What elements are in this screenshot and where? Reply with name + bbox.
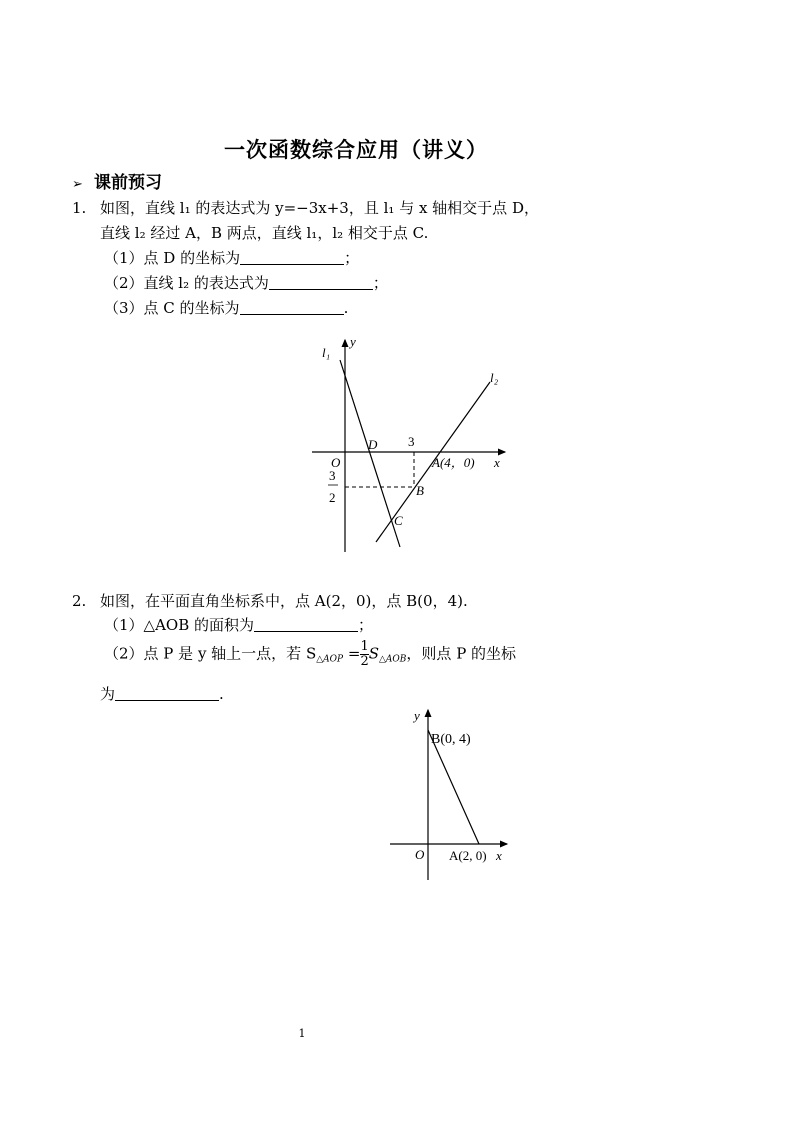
label-O: O <box>331 455 341 470</box>
line-l1 <box>340 360 400 547</box>
answer-blank[interactable] <box>254 617 358 632</box>
label-frac-num: 3 <box>329 468 336 483</box>
q1-sub2 <box>104 272 388 293</box>
label-l2: l₂ <box>490 370 499 385</box>
q2-text-line1: 如图，在平面直角坐标系中，点 A(2，0)，点 B(0，4). <box>100 592 468 610</box>
answer-blank[interactable] <box>240 250 344 265</box>
q2-number: 2. <box>72 592 87 610</box>
q2-coordinate-figure <box>385 700 520 885</box>
page-title: 一次函数综合应用（讲义） <box>224 138 488 162</box>
arrow-bullet-icon: ➢ <box>72 177 83 192</box>
label-l1: l₁ <box>322 345 331 360</box>
frac-den: 2 <box>360 654 369 669</box>
label-B: B(0, 4) <box>431 732 471 747</box>
label-O: O <box>415 847 425 862</box>
punct: . <box>219 685 224 703</box>
q2-sub3 <box>100 683 224 704</box>
label-C: C <box>394 513 403 528</box>
label-B: B <box>416 483 424 498</box>
q1-line1 <box>72 197 539 218</box>
label-y: y <box>350 334 356 349</box>
punct: ； <box>344 249 360 267</box>
label-x: x <box>494 455 500 470</box>
q2-sub1-text: （1）△AOB 的面积为 <box>104 616 255 634</box>
label-three: 3 <box>408 434 415 449</box>
label-y: y <box>414 708 420 723</box>
answer-blank[interactable] <box>240 300 344 315</box>
label-A: A(2, 0) <box>449 848 487 863</box>
answer-blank[interactable] <box>115 686 219 701</box>
q1-sub3 <box>104 297 348 318</box>
punct: ； <box>372 274 388 292</box>
q1-number: 1. <box>72 199 87 217</box>
q2-sub3-pre: 为 <box>100 685 116 703</box>
segment-AB <box>428 730 479 844</box>
punct: . <box>343 299 349 317</box>
subscript-aob: △AOB <box>379 654 407 665</box>
section-label: 课前预习 <box>94 173 162 193</box>
q1-text-line1: 如图，直线 l₁ 的表达式为 y=−3x+3，且 l₁ 与 x 轴相交于点 D， <box>100 199 539 217</box>
fraction-half <box>360 640 368 669</box>
equals: = <box>343 644 361 663</box>
punct: ； <box>358 616 374 634</box>
symbol-S: S <box>368 644 379 663</box>
q2-line1 <box>72 590 468 611</box>
label-x: x <box>496 848 502 863</box>
q2-sub2-post: ，则点 P 的坐标 <box>406 644 517 663</box>
label-D: D <box>368 437 378 452</box>
q1-sub2-text: （2）直线 l₂ 的表达式为 <box>104 274 269 292</box>
q1-sub3-text: （3）点 C 的坐标为 <box>104 299 240 317</box>
q2-sub2-pre: （2）点 P 是 y 轴上一点，若 S <box>104 644 317 663</box>
q1-sub1-text: （1）点 D 的坐标为 <box>104 249 241 267</box>
page-number: 1 <box>298 1027 306 1040</box>
q1-sub1 <box>104 247 359 268</box>
q1-line2: 直线 l₂ 经过 A，B 两点，直线 l₁，l₂ 相交于点 C. <box>100 224 429 242</box>
q1-coordinate-figure <box>300 330 520 560</box>
label-A: A(4，0) <box>432 455 475 470</box>
label-frac-den: 2 <box>329 490 336 505</box>
q2-sub2 <box>104 640 516 669</box>
subscript-aop: △AOP <box>316 654 344 665</box>
answer-blank[interactable] <box>269 275 373 290</box>
frac-num: 1 <box>360 639 369 654</box>
q2-sub1 <box>104 614 373 635</box>
section-heading <box>72 168 162 193</box>
